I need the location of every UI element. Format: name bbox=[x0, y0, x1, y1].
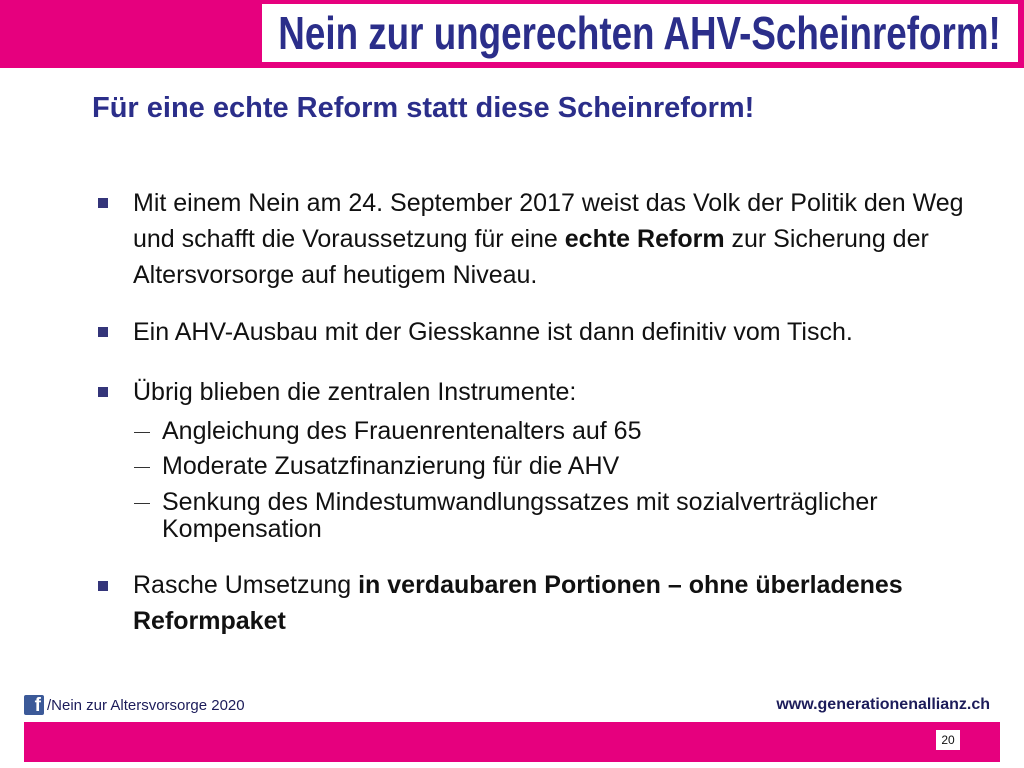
bullet-1-text bbox=[133, 185, 1003, 293]
website-link[interactable]: www.generationenallianz.ch bbox=[776, 696, 990, 713]
bullet-4-text-a: Rasche Umsetzung bbox=[133, 571, 359, 599]
banner-box bbox=[262, 4, 1018, 62]
bullet-marker bbox=[98, 327, 108, 337]
header-band bbox=[0, 0, 1024, 68]
bullet-marker bbox=[98, 581, 108, 591]
facebook-link[interactable] bbox=[24, 694, 245, 716]
bullet-1-text-b: zur Sicherung der Altersvorsorge auf heutigem Niveau. bbox=[133, 225, 929, 289]
banner-title: Nein zur ungerechten AHV-Scheinreform! bbox=[278, 7, 1002, 59]
footer-band bbox=[24, 722, 1000, 762]
dash-marker bbox=[134, 432, 150, 433]
dash-marker bbox=[134, 467, 150, 468]
dash-marker bbox=[134, 503, 150, 504]
bullet-4-bold: in verdaubaren Portionen – ohne überladenes Reformpaket bbox=[133, 571, 903, 635]
slide-subtitle: Für eine echte Reform statt diese Scheinreform! bbox=[92, 92, 755, 124]
facebook-icon: f bbox=[24, 695, 44, 715]
sub-bullet-1: Angleichung des Frauenrentenalters auf 65 bbox=[162, 417, 642, 445]
bullet-2-text: Ein AHV-Ausbau mit der Giesskanne ist dann definitiv vom Tisch. bbox=[133, 318, 853, 346]
bullet-marker bbox=[98, 198, 108, 208]
bullet-4-text bbox=[133, 567, 1003, 639]
bullet-marker bbox=[98, 387, 108, 397]
page-number: 20 bbox=[936, 730, 960, 750]
facebook-text: /Nein zur Altersvorsorge 2020 bbox=[47, 696, 245, 714]
sub-bullet-3: Senkung des Mindestumwandlungssatzes mit sozialverträglicher Kompensation bbox=[162, 488, 878, 543]
bullet-3-text: Übrig blieben die zentralen Instrumente: bbox=[133, 378, 577, 406]
bullet-1-text-a: Mit einem Nein am 24. September 2017 weist das Volk der Politik den Weg und schafft die Voraussetzung für eine bbox=[133, 189, 964, 253]
bullet-1-bold: echte Reform bbox=[564, 225, 725, 253]
sub-bullet-2: Moderate Zusatzfinanzierung für die AHV bbox=[162, 452, 620, 480]
